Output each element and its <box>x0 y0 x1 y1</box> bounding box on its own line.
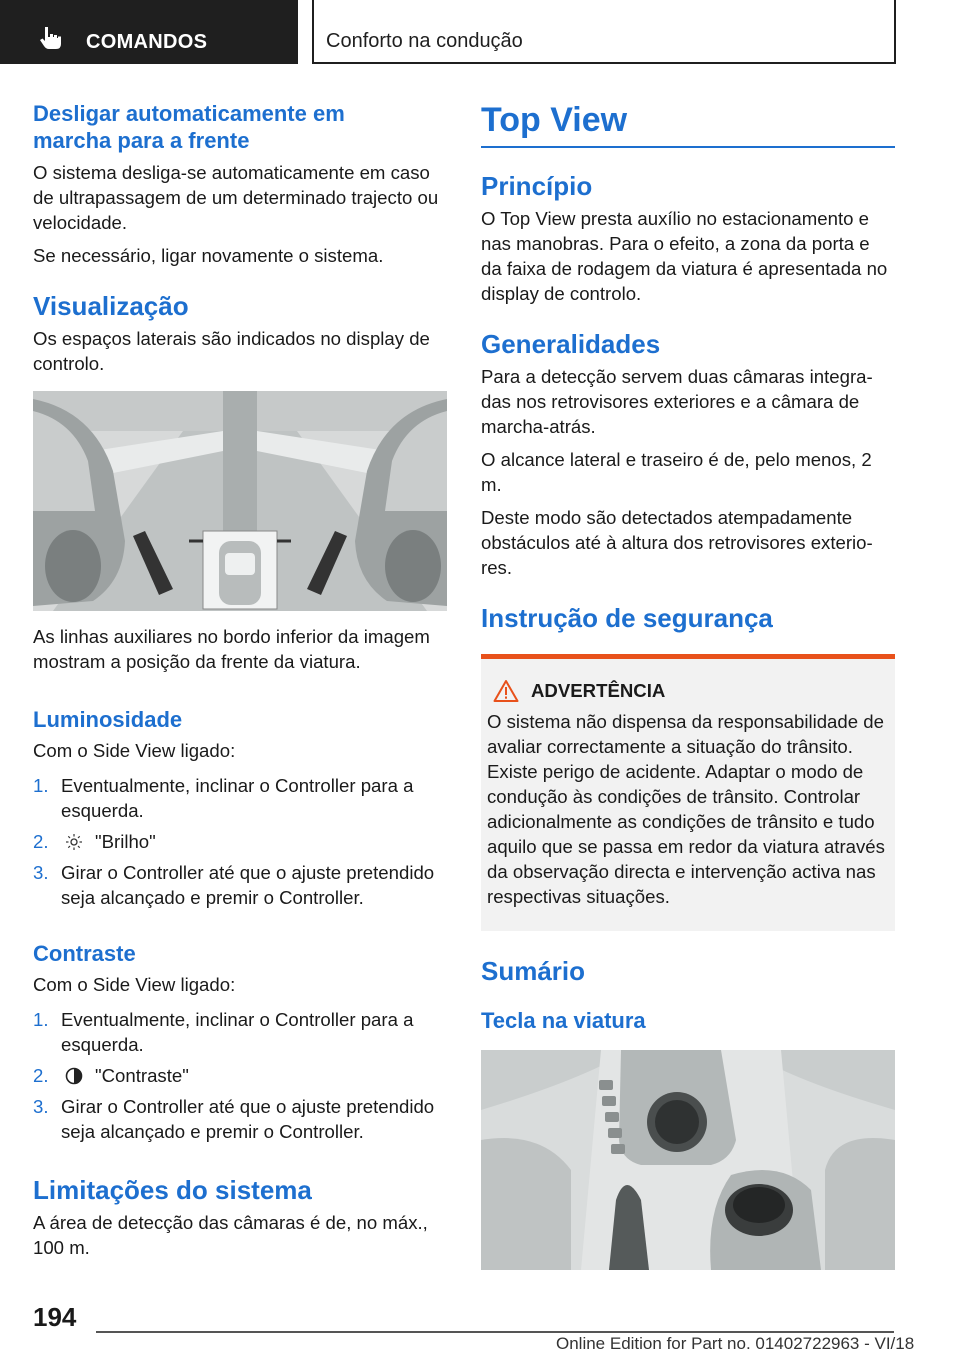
section-label: COMANDOS <box>86 31 208 53</box>
heading-top-view: Top View <box>481 100 895 148</box>
heading-seguranca: Instrução de segurança <box>481 603 773 633</box>
left-column <box>33 100 447 1260</box>
sun-icon <box>65 833 83 851</box>
heading-visualizacao: Visualização <box>33 291 189 321</box>
list-item: 3. Girar o Controller até que o ajuste pretendido seja alcançado e premir o Controller. <box>33 862 435 908</box>
edition-note: Online Edition for Part no. 01402722963 - VI/18 <box>556 1334 915 1353</box>
heading-principio: Princípio <box>481 171 593 201</box>
brightness-steps <box>33 773 447 910</box>
page-number: 194 <box>33 1302 77 1332</box>
side-view-image <box>33 391 447 611</box>
warning-title: ADVERTÊNCIA <box>531 680 666 701</box>
paragraph-principio: O Top View presta auxílio no estacionamento e nas manobras. Para o efeito, a zona da porta e da faixa de rodagem da viatura é apresentada no display de controlo. <box>481 208 888 304</box>
heading-tecla: Tecla na viatura <box>481 1008 646 1033</box>
heading-contraste: Contraste <box>33 941 136 966</box>
paragraph-reactivate: Se necessário, ligar novamente o sistema. <box>33 245 384 266</box>
heading-limitacoes: Limitações do sistema <box>33 1175 312 1205</box>
list-item: 1. Eventualmente, inclinar o Controller para a esquerda. <box>33 775 414 821</box>
list-item: 3. Girar o Controller até que o ajuste pretendido seja alcançado e premir o Controller. <box>33 1096 435 1142</box>
heading-luminosidade: Luminosidade <box>33 707 183 732</box>
paragraph-visualizacao: Os espaços laterais são indicados no display de controlo. <box>33 328 430 374</box>
warning-header <box>487 679 887 703</box>
paragraph-generalidades-1: Para a detecção servem duas câmaras integra-das nos retrovisores exteriores e a câmara de marcha-atrás. <box>481 366 873 437</box>
caption-guide-lines: As linhas auxiliares no bordo inferior da imagem mostram a posição da frente da viatura. <box>33 626 430 672</box>
paragraph-contraste: Com o Side View ligado: <box>33 974 236 995</box>
paragraph-limitacoes: A área de detecção das câmaras é de, no máx., 100 m. <box>33 1212 428 1258</box>
warning-box <box>481 654 895 931</box>
paragraph-auto-off: O sistema desliga-se automaticamente em caso de ultrapassagem de um determinado trajecto ou velocidade. <box>33 162 439 233</box>
contrast-icon <box>65 1067 83 1085</box>
paragraph-generalidades-2: O alcance lateral e traseiro é de, pelo menos, 2 m. <box>481 449 872 495</box>
paragraph-luminosidade: Com o Side View ligado: <box>33 740 236 761</box>
hand-pointer-icon <box>38 25 64 51</box>
list-item: 2. "Brilho" <box>33 831 156 852</box>
list-item: 2. "Contraste" <box>33 1065 189 1086</box>
warning-triangle-icon <box>493 679 519 703</box>
paragraph-generalidades-3: Deste modo são detectados atempadamente obstáculos até à altura dos retrovisores exterio-res. <box>481 507 873 578</box>
heading-sumario: Sumário <box>481 956 586 986</box>
section-tab <box>0 0 298 64</box>
list-item: 1. Eventualmente, inclinar o Controller para a esquerda. <box>33 1009 414 1055</box>
center-console-image <box>481 1050 895 1270</box>
contrast-steps <box>33 1007 447 1144</box>
heading-generalidades: Generalidades <box>481 329 661 359</box>
heading-auto-off: Desligar automaticamente em marcha para a frente <box>33 101 345 153</box>
warning-text: O sistema não dispensa da responsabilidade de avaliar correctamente a situação do trânsito. Existe perigo de acidente. Adaptar o modo de condução às condições de trânsito. Controlar adicionalmente as condições de trânsito e tudo aquilo que se passa em redor da viatura através da observação directa e intervenção activa nas respectivas situações. <box>487 711 885 907</box>
chapter-header <box>312 0 896 64</box>
footer-divider <box>96 1331 894 1333</box>
right-column <box>481 100 895 1270</box>
chapter-label: Conforto na condução <box>326 30 523 52</box>
